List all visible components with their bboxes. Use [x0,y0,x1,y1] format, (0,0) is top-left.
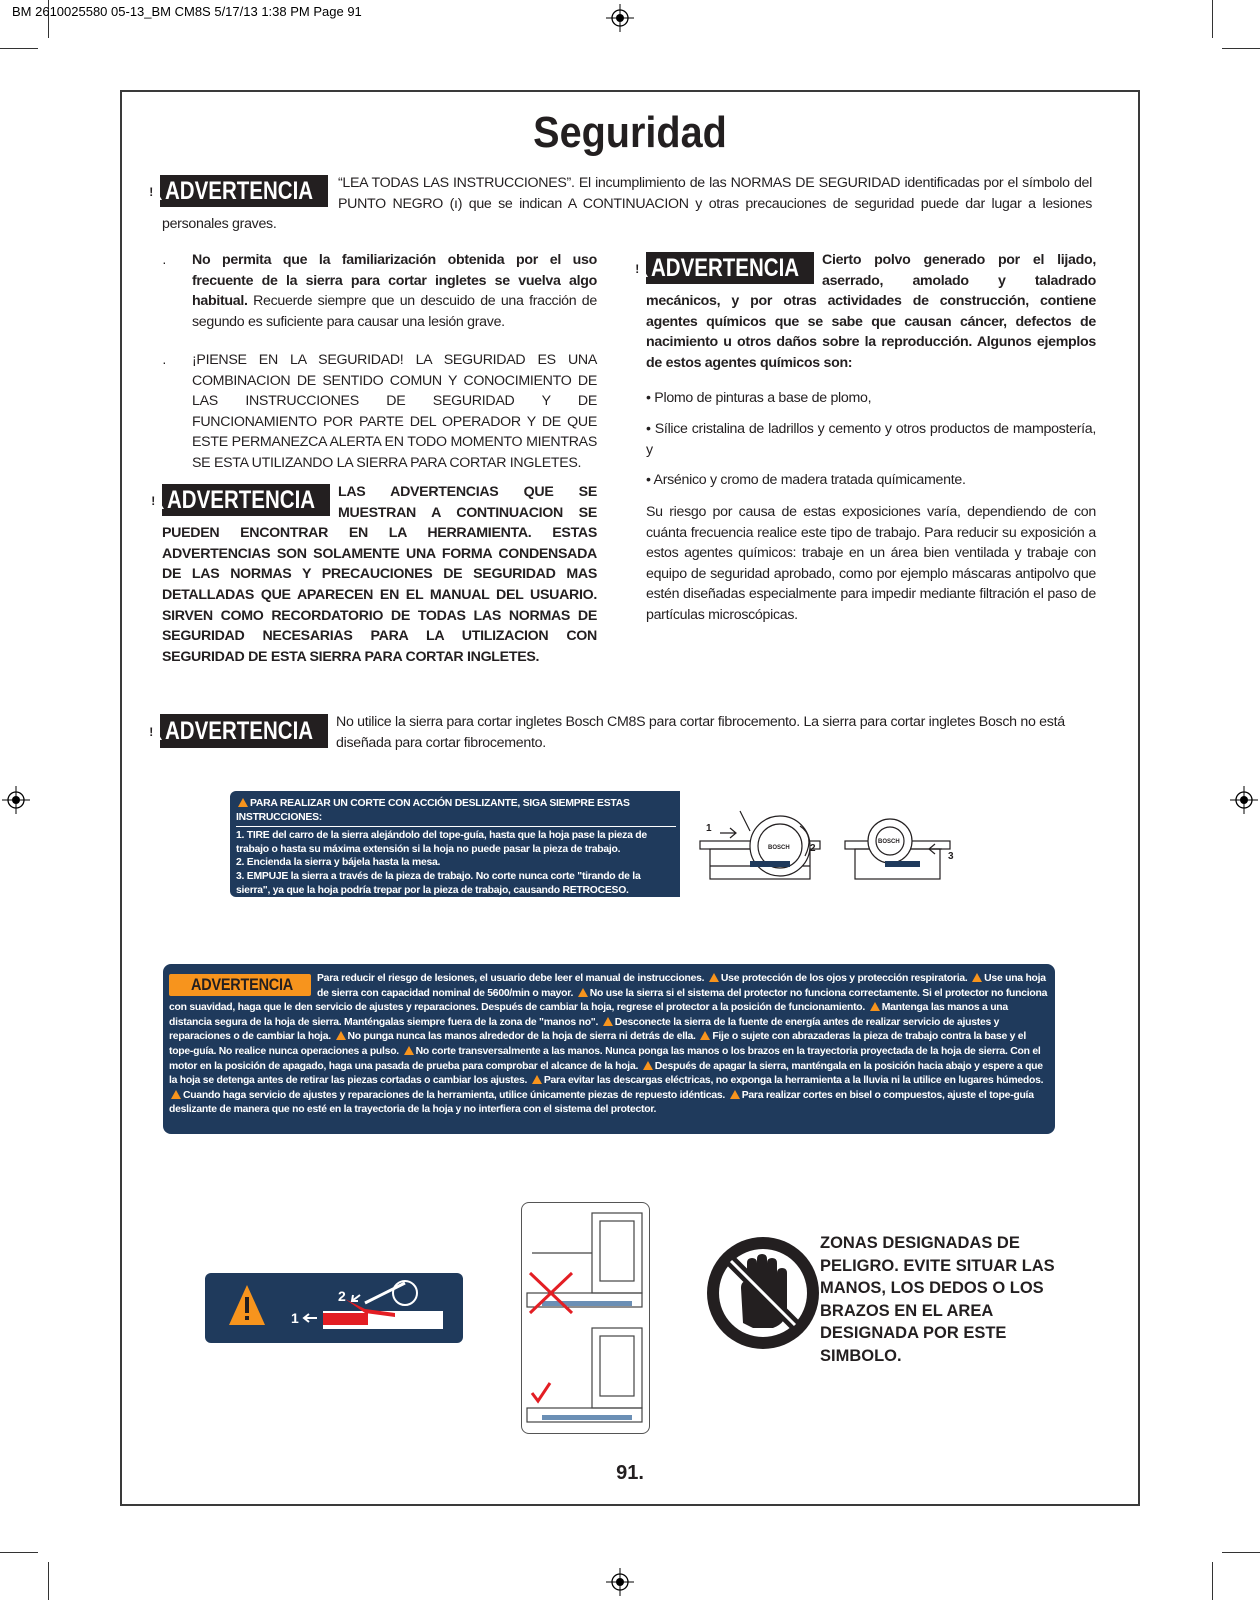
orange-warning-badge: ADVERTENCIA [169,974,311,996]
dust-warning-text: Cierto polvo generado por el lijado, aserrado, amolado y taladrado mecánicos, y por otras actividades de construcción, contiene agentes químicos que se sabe que causan cáncer, defectos de nacimiento u otros daños sobre la reproducción. Algunos ejemplos de estos agentes químicos son: [646,252,1096,371]
badge-spacer [162,173,338,211]
exposure-paragraph: Su riesgo por causa de estas exposiciones varía, dependiendo de con cuánta frecuencia realice este tipo de trabajo. Para reducir su exposición a estos agentes químicos: trabaje en un área bien ventilada y trabaje con equipo de seguridad aprobado, como por ejemplo máscaras antipolvo que estén diseñadas especialmente para impedir mediante filtración el paso de partículas microscópicas. [646,504,1096,623]
caution-triangle-icon [532,1075,542,1084]
badge-spacer [646,250,822,288]
warning-badge: ! ADVERTENCIA [162,484,330,516]
crop-mark [1222,48,1260,49]
brand-logo: BOSCH [768,845,790,851]
caution-triangle-icon [238,798,248,807]
caution-triangle-icon [643,1061,653,1070]
chemical-item: • Sílice cristalina de ladrillos y cemento y otros productos de mampostería, y [646,421,1096,458]
danger-zones-text: ZONAS DESIGNADAS DE PELIGRO. EVITE SITUAR LAS MANOS, LOS DEDOS O LOS BRAZOS EN EL AREA DESIGNADA POR ESTE SIMBOLO. [820,1234,1055,1365]
crop-mark [1222,1552,1260,1553]
caution-triangle-icon [171,1090,181,1099]
registration-mark-icon [606,1568,634,1596]
bullet-think-safety: ¡PIENSE EN LA SEGURIDAD! LA SEGURIDAD ES UNA COMBINACION DE SENTIDO COMUN Y CONOCIMIENTO DE LAS INSTRUCCIONES DE SEGURIDAD Y DE FUNCIONAMIENTO POR PARTE DEL OPERADOR Y DE QUE ESTE PERMANEZCA ALERTA EN TODO MOMENTO MIENTRAS SE ESTA UTILIZANDO LA SIERRA PARA CORTAR INGLETES. [192,352,597,471]
crop-mark [0,48,38,49]
slide-cut-label [230,791,958,897]
step-number: 1 [291,1310,299,1326]
bullet-familiarity: No permita que la familiarización obtenida por el uso frecuente de la sierra para cortar ingletes se vuelva algo habitual. Recuerde siempre que un descuido de una fracción de segundo es suficiente para causar una lesión grave. [192,252,597,330]
hand-zone-label [205,1273,463,1343]
warning-badge: ! ADVERTENCIA [160,175,328,207]
step-number: 2 [338,1288,346,1304]
crop-mark [1212,1562,1213,1600]
caution-triangle-icon [730,1090,740,1099]
chemical-item: • Plomo de pinturas a base de plomo, [646,390,872,406]
warning-triangle-icon [142,723,162,740]
caution-triangle-icon [972,973,982,982]
caution-triangle-icon [603,1017,613,1026]
bullet-marker: · [162,254,167,270]
slide-saw-diagram-icon [680,791,958,897]
hand-zone-diagram-icon [205,1273,463,1343]
page-title: Seguridad [533,108,727,157]
main-label-text: ADVERTENCIA Para reducir el riesgo de lesiones, el usuario debe leer el manual de instrucciones. Use protección de los ojos y protección respiratoria. Use una hoja de sierra con capacidad nominal de 5600/min o mayor. No use la sierra si el sistema del protector no funciona correctamente. Si el protector no funciona con suavidad, haga que le den servicio de ajustes y reparaciones. Después de cambiar la hoja, regrese el protector a la posición de funcionamiento. Mantenga las manos a una distancia segura de la hoja de sierra. Manténgalas siempre fuera de la zona de "manos no". Desconecte la sierra de la fuente de energía antes de realizar servicio de ajustes y reparaciones o de cambiar la hoja. No punga nunca las manos alrededor de la hoja de sierra ni detrás de ella. Fije o sujete con abrazaderas la pieza de trabajo contra la base y el tope-guía. No realice nunca operaciones a pulso. No corte transversalmente a las manos. Nunca ponga las manos o los brazos en la trayectoria proyectada de la hoja de sierra. Con el motor en la posición de apagado, haga una pasada de prueba para comprobar el alcance de la hoja. Después de apagar la sierra, manténgala en la posición hacia abajo y espere a que la hoja se detenga antes de retirar las piezas cortadas o cambiar los ajustes. Para evitar las descargas eléctricas, no exponga la herramienta a la lluvia ni la utilice en lugares húmedos. Cuando haga servicio de ajustes y reparaciones de la herramienta, utilice únicamente piezas de repuesto idénticas. Para realizar cortes en bisel o compuestos, ajuste el tope-guía deslizante de manera que no esté en la trayectoria de la hoja y no interfiera con el sistema del protector. [169,973,1048,1116]
tool-warnings-text: LAS ADVERTENCIAS QUE SE MUESTRAN A CONTINUACION SE PUEDEN ENCONTRAR EN LA HERRAMIENTA. ESTAS ADVERTENCIAS SON SOLAMENTE UNA FORMA CONDENSADA DE LAS NORMAS Y PRECAUCIONES DE SEGURIDAD MAS DETALLADAS QUE APARECEN EN EL MANUAL DEL USUARIO. SIRVEN COMO RECORDATORIO DE TODAS LAS NORMAS DE SEGURIDAD NECESARIAS PARA LA UTILIZACION CON SEGURIDAD DE ESTA SIERRA PARA CORTAR INGLETES. [162,484,597,665]
caution-triangle-icon [578,988,588,997]
saw-hand-position-icon [522,1203,649,1433]
crop-mark [0,1552,38,1553]
slide-label-text: PARA REALIZAR UN CORTE CON ACCIÓN DESLIZANTE, SIGA SIEMPRE ESTAS INSTRUCCIONES: 1. TIRE del carro de la sierra alejándolo del tope-guía, hasta que la hoja pase la pieza de trabajo o hasta su máxima extensión si la hoja no puede pasar la pieza de trabajo. 2. Encienda la sierra y bájela hasta la mesa. 3. EMPUJE la sierra a través de la pieza de trabajo. No corte nunca corte "tirando de la sierra", ya que la hoja podría trepar por la pieza de trabajo, causando RETROCESO. [236,797,676,897]
registration-mark-icon [606,4,634,32]
crop-mark [48,1562,49,1600]
crop-mark [1212,0,1213,38]
step-number: 2 [810,843,816,854]
step-number: 3 [948,851,954,862]
no-hands-icon [703,1233,823,1353]
bullet-marker: · [162,354,167,370]
brand-logo: BOSCH [878,839,900,845]
chemical-item: • Arsénico y cromo de madera tratada químicamente. [646,472,966,488]
warning-badge: ! ADVERTENCIA [160,714,328,748]
step-number: 1 [706,823,712,834]
main-warning-label [163,964,1055,1134]
slide-label-diagram [680,791,958,897]
hand-position-diagram [521,1202,650,1434]
registration-mark-icon [2,786,30,814]
warning-triangle-icon [142,183,162,200]
caution-triangle-icon [404,1046,414,1055]
intro-text: “LEA TODAS LAS INSTRUCCIONES”. El incumplimiento de las NORMAS DE SEGURIDAD identificadas por el símbolo del PUNTO NEGRO (ı) que se indican A CONTINUACION y otras precauciones de seguridad puede dar lugar a lesiones personales graves. [162,175,1092,233]
fiber-cement-text: No utilice la sierra para cortar ingletes Bosch CM8S para cortar fibrocemento. La sierra para cortar ingletes Bosch no está diseñada para cortar fibrocemento. [336,714,1065,751]
warning-badge: ! ADVERTENCIA [646,252,814,284]
page-number: 91. [616,1462,644,1484]
caution-triangle-icon [700,1031,710,1040]
registration-mark-icon [1230,786,1258,814]
badge-spacer [162,482,338,520]
caution-triangle-icon [870,1002,880,1011]
caution-triangle-icon [709,973,719,982]
divider [236,826,676,827]
caution-triangle-icon [336,1031,346,1040]
print-header: BM 2610025580 05-13_BM CM8S 5/17/13 1:38 PM Page 91 [12,4,362,19]
